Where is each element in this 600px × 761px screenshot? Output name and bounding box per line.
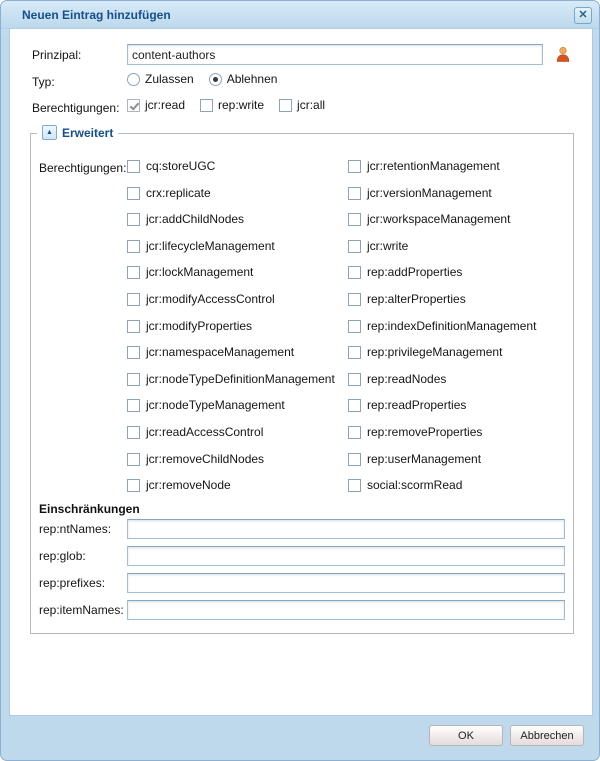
checkbox-cq-storeUGC[interactable]: cq:storeUGC [127, 160, 348, 173]
permission-row [127, 453, 536, 480]
advanced-fieldset [30, 125, 574, 634]
advanced-permissions-label: Berechtigungen: [39, 161, 127, 175]
dialog-body [9, 29, 593, 716]
permissions-checkbox-group [127, 98, 325, 112]
permission-row [127, 160, 536, 187]
checkbox-unchecked-icon[interactable] [348, 293, 361, 306]
checkbox-jcr-all[interactable] [279, 98, 325, 112]
permission-row [127, 293, 536, 320]
checkbox-rep-alterProperties[interactable]: rep:alterProperties [348, 293, 466, 306]
checkbox-jcr-read-label: jcr:read [145, 98, 186, 112]
checkbox-unchecked-icon[interactable] [348, 426, 361, 439]
permission-row [127, 320, 536, 347]
checkbox-social-scormRead[interactable]: social:scormRead [348, 479, 462, 492]
checkbox-unchecked-icon[interactable] [127, 453, 140, 466]
checkbox-jcr-all-label: jcr:all [297, 98, 326, 112]
permission-row [127, 266, 536, 293]
checkbox-unchecked-icon[interactable] [348, 320, 361, 333]
advanced-permissions-grid [127, 160, 536, 506]
checkbox-rep-privilegeManagement[interactable]: rep:privilegeManagement [348, 346, 502, 359]
checkbox-jcr-removeNode[interactable]: jcr:removeNode [127, 479, 348, 492]
principal-input[interactable] [127, 44, 543, 65]
checkbox-unchecked-icon[interactable] [127, 346, 140, 359]
checkbox-unchecked-icon[interactable] [348, 453, 361, 466]
permission-row [127, 213, 536, 240]
close-icon[interactable]: ✕ [574, 7, 592, 24]
checkbox-jcr-removeChildNodes[interactable]: jcr:removeChildNodes [127, 453, 348, 466]
rep-ntNames-input[interactable] [127, 519, 565, 539]
permission-row [127, 373, 536, 400]
checkbox-crx-replicate[interactable]: crx:replicate [127, 187, 348, 200]
checkbox-unchecked-icon[interactable] [348, 479, 361, 492]
checkbox-unchecked-icon[interactable] [127, 240, 140, 253]
checkbox-unchecked-icon[interactable] [127, 399, 140, 412]
checkbox-rep-write[interactable] [200, 98, 264, 112]
type-label: Typ: [32, 75, 55, 89]
checkbox-unchecked-icon[interactable] [127, 426, 140, 439]
checkbox-jcr-retentionManagement[interactable]: jcr:retentionManagement [348, 160, 500, 173]
rep-itemNames-label: rep:itemNames: [39, 603, 124, 617]
rep-glob-input[interactable] [127, 546, 565, 566]
checkbox-jcr-lockManagement[interactable]: jcr:lockManagement [127, 266, 348, 279]
type-radio-group [127, 72, 277, 86]
radio-ablehnen[interactable] [209, 72, 278, 86]
permissions-label: Berechtigungen: [32, 101, 120, 115]
checkbox-unchecked-icon[interactable] [348, 187, 361, 200]
permission-row [127, 187, 536, 214]
advanced-legend-label: Erweitert [62, 125, 114, 140]
permission-row [127, 240, 536, 267]
checkbox-unchecked-icon[interactable] [348, 346, 361, 359]
radio-ablehnen-label: Ablehnen [226, 72, 278, 86]
checkbox-unchecked-icon[interactable] [348, 266, 361, 279]
checkbox-unchecked-icon[interactable] [348, 213, 361, 226]
permission-row [127, 479, 536, 506]
checkbox-jcr-nodeTypeManagement[interactable]: jcr:nodeTypeManagement [127, 399, 348, 412]
checkbox-unchecked-icon[interactable] [127, 293, 140, 306]
checkbox-jcr-namespaceManagement[interactable]: jcr:namespaceManagement [127, 346, 348, 359]
checkbox-rep-readNodes[interactable]: rep:readNodes [348, 373, 446, 386]
checkbox-unchecked-icon[interactable] [127, 479, 140, 492]
rep-itemNames-input[interactable] [127, 600, 565, 620]
checkbox-jcr-lifecycleManagement[interactable]: jcr:lifecycleManagement [127, 240, 348, 253]
radio-selected-icon[interactable] [209, 73, 222, 86]
permission-row [127, 399, 536, 426]
checkbox-jcr-workspaceManagement[interactable]: jcr:workspaceManagement [348, 213, 510, 226]
checkbox-jcr-versionManagement[interactable]: jcr:versionManagement [348, 187, 492, 200]
dialog-footer [429, 725, 584, 746]
checkbox-rep-write-label: rep:write [218, 98, 265, 112]
checkbox-unchecked-icon[interactable] [127, 266, 140, 279]
advanced-legend [37, 125, 118, 140]
rep-prefixes-input[interactable] [127, 573, 565, 593]
checkbox-unchecked-icon[interactable] [348, 240, 361, 253]
checkbox-rep-removeProperties[interactable]: rep:removeProperties [348, 426, 482, 439]
checkbox-jcr-read[interactable] [127, 98, 185, 112]
checkbox-unchecked-icon[interactable] [348, 160, 361, 173]
checkbox-unchecked-icon[interactable] [127, 213, 140, 226]
rep-glob-label: rep:glob: [39, 549, 86, 563]
checkbox-unchecked-icon[interactable] [200, 99, 213, 112]
checkbox-unchecked-icon[interactable] [348, 373, 361, 386]
checkbox-unchecked-icon[interactable] [127, 373, 140, 386]
cancel-button[interactable]: Abbrechen [510, 725, 584, 746]
checkbox-jcr-modifyAccessControl[interactable]: jcr:modifyAccessControl [127, 293, 348, 306]
restrictions-header: Einschränkungen [39, 502, 140, 516]
checkbox-unchecked-icon[interactable] [127, 320, 140, 333]
dialog-title: Neuen Eintrag hinzufügen [22, 8, 171, 22]
radio-unselected-icon[interactable] [127, 73, 140, 86]
principal-label: Prinzipal: [32, 48, 82, 62]
checkbox-jcr-nodeTypeDefinitionManagement[interactable]: jcr:nodeTypeDefinitionManagement [127, 373, 348, 386]
checkbox-checked-icon[interactable] [127, 99, 140, 112]
radio-zulassen-label: Zulassen [145, 72, 194, 86]
checkbox-jcr-modifyProperties[interactable]: jcr:modifyProperties [127, 320, 348, 333]
checkbox-jcr-readAccessControl[interactable]: jcr:readAccessControl [127, 426, 348, 439]
user-icon[interactable] [556, 46, 570, 62]
ok-button[interactable]: OK [429, 725, 503, 746]
checkbox-rep-readProperties[interactable]: rep:readProperties [348, 399, 466, 412]
rep-prefixes-label: rep:prefixes: [39, 576, 106, 590]
checkbox-rep-indexDefinitionManagement[interactable]: rep:indexDefinitionManagement [348, 320, 536, 333]
radio-zulassen[interactable] [127, 72, 194, 86]
permission-row [127, 346, 536, 373]
rep-ntNames-label: rep:ntNames: [39, 522, 112, 536]
checkbox-rep-addProperties[interactable]: rep:addProperties [348, 266, 462, 279]
collapse-toggle-icon[interactable]: ▲ [42, 125, 57, 140]
checkbox-rep-userManagement[interactable]: rep:userManagement [348, 453, 481, 466]
checkbox-unchecked-icon[interactable] [348, 399, 361, 412]
permission-row [127, 426, 536, 453]
checkbox-jcr-addChildNodes[interactable]: jcr:addChildNodes [127, 213, 348, 226]
checkbox-jcr-write[interactable]: jcr:write [348, 240, 408, 253]
checkbox-unchecked-icon[interactable] [279, 99, 292, 112]
checkbox-unchecked-icon[interactable] [127, 187, 140, 200]
checkbox-unchecked-icon[interactable] [127, 160, 140, 173]
dialog-titlebar [1, 1, 599, 29]
